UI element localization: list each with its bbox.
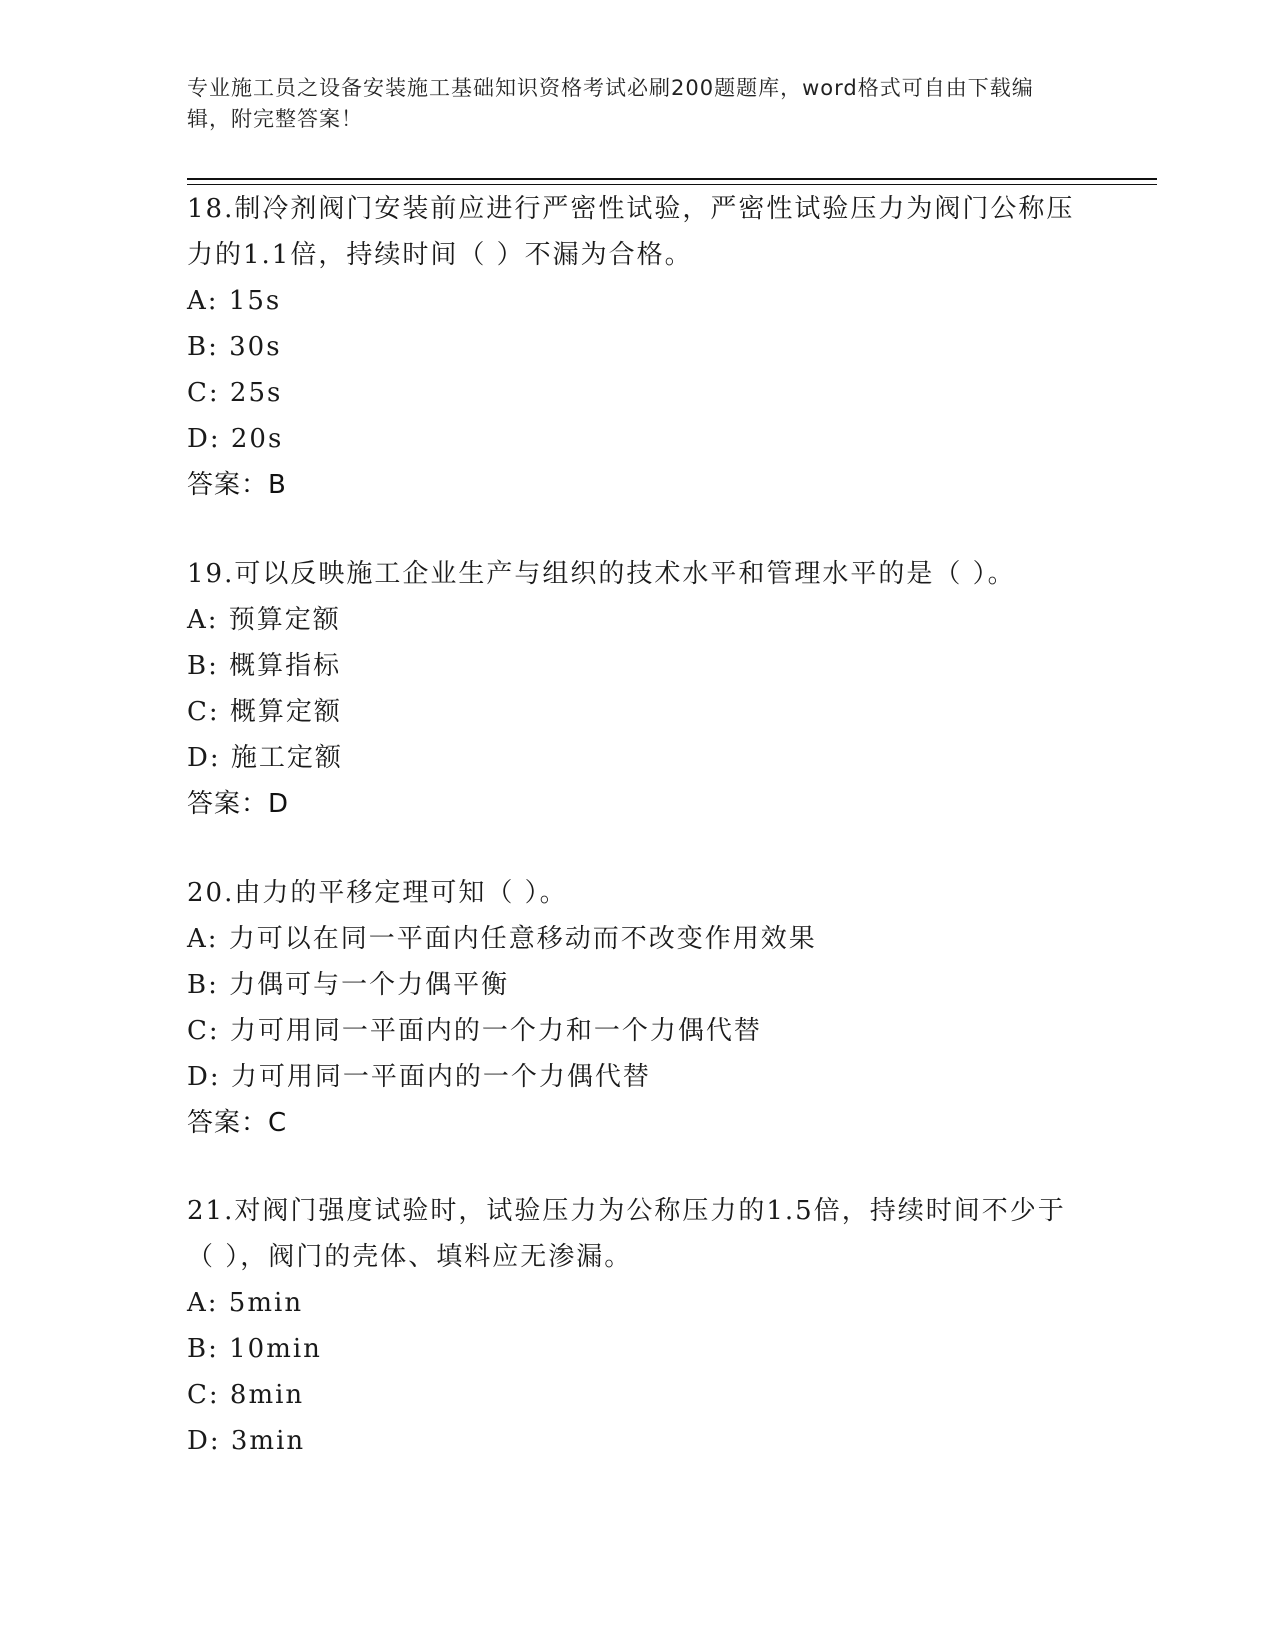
option-a: A: 预算定额 <box>187 605 341 635</box>
option-a: A: 力可以在同一平面内任意移动而不改变作用效果 <box>187 924 817 954</box>
question-21 <box>187 1188 1087 1464</box>
option-d: D: 力可用同一平面内的一个力偶代替 <box>187 1062 651 1092</box>
option-c: C: 概算定额 <box>187 697 342 727</box>
answer: 答案：B <box>187 470 287 500</box>
option-c: C: 力可用同一平面内的一个力和一个力偶代替 <box>187 1016 762 1046</box>
option-d: D: 3min <box>187 1426 306 1456</box>
option-b: B: 30s <box>187 332 282 362</box>
header-divider-thin <box>187 184 1157 185</box>
option-b: B: 概算指标 <box>187 651 342 681</box>
answer: 答案：D <box>187 789 290 819</box>
question-stem: 19.可以反映施工企业生产与组织的技术水平和管理水平的是（ ）。 <box>187 559 1016 589</box>
option-b: B: 10min <box>187 1334 322 1364</box>
option-c: C: 8min <box>187 1380 305 1410</box>
question-19 <box>187 551 1087 827</box>
question-stem: 18.制冷剂阀门安装前应进行严密性试验，严密性试验压力为阀门公称压力的1.1倍，持续时间（ ）不漏为合格。 <box>187 194 1075 270</box>
question-18 <box>187 186 1087 508</box>
question-stem: 21.对阀门强度试验时，试验压力为公称压力的1.5倍，持续时间不少于（ ），阀门的壳体、填料应无渗漏。 <box>187 1196 1066 1272</box>
option-d: D: 20s <box>187 424 284 454</box>
question-stem: 20.由力的平移定理可知（ ）。 <box>187 878 568 908</box>
question-20 <box>187 870 1087 1146</box>
answer: 答案：C <box>187 1108 288 1138</box>
option-b: B: 力偶可与一个力偶平衡 <box>187 970 510 1000</box>
header-divider-thick <box>187 178 1157 180</box>
document-header: 专业施工员之设备安装施工基础知识资格考试必刷200题题库，word格式可自由下载编辑，附完整答案！ <box>187 76 1034 131</box>
option-c: C: 25s <box>187 378 283 408</box>
option-a: A: 5min <box>187 1288 304 1318</box>
option-a: A: 15s <box>187 286 282 316</box>
option-d: D: 施工定额 <box>187 743 343 773</box>
